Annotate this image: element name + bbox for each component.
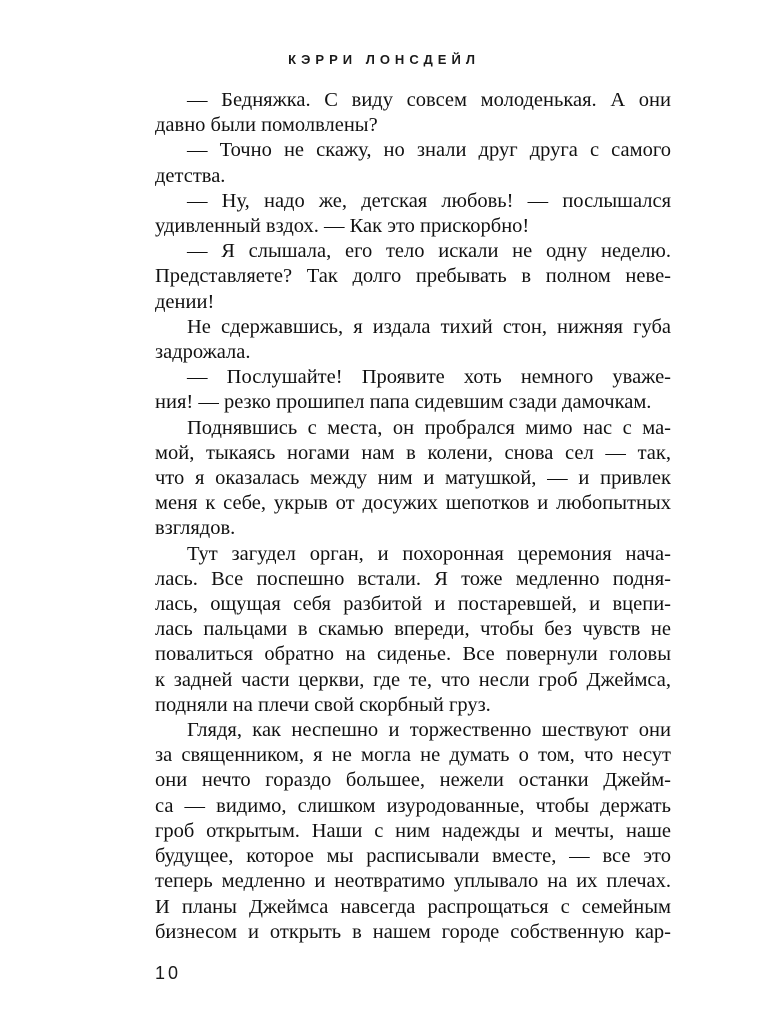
text-line: Тут загудел орган, и похоронная церемония нача- xyxy=(187,542,671,565)
text-line: удивленный вздох. — Как это прискорбно! xyxy=(155,215,530,238)
text-line: будущее, которое мы расписывали вместе, — все это xyxy=(155,845,671,868)
text-line: гроб открытым. Наши с ним надежды и мечты, наше xyxy=(155,819,671,842)
text-line: лась пальцами в скамью впереди, чтобы без чувств не xyxy=(155,618,671,641)
text-line: что я оказалась между ним и матушкой, — и привлек xyxy=(155,467,671,490)
text-line: ния! — резко прошипел папа сидевшим сзади дамочкам. xyxy=(155,391,652,414)
text-line: са — видимо, слишком изуродованные, чтобы держать xyxy=(155,794,671,817)
text-line: мой, тыкаясь ногами нам в колени, снова сел — так, xyxy=(155,441,671,464)
text-line: лась, ощущая себя разбитой и постаревшей, и вцепи- xyxy=(155,593,671,616)
text-line: давно были помолвлены? xyxy=(155,114,378,137)
text-line: лась. Все поспешно встали. Я тоже медленно подня- xyxy=(155,567,671,590)
text-line: Поднявшись с места, он пробрался мимо нас с ма- xyxy=(187,416,671,439)
text-line: — Точно не скажу, но знали друг друга с самого xyxy=(187,139,671,162)
text-line: они нечто гораздо большее, нежели останки Джейм- xyxy=(155,769,671,792)
text-line: дении! xyxy=(155,290,215,313)
text-line: за священником, я не могла не думать о том, что несут xyxy=(155,744,671,767)
text-line: подняли на плечи свой скорбный груз. xyxy=(155,693,491,716)
text-line: теперь медленно и неотвратимо уплывало на их плечах. xyxy=(155,870,671,893)
running-header-author: КЭРРИ ЛОНСДЕЙЛ xyxy=(288,52,480,67)
text-line: бизнесом и открыть в нашем городе собственную кар- xyxy=(155,920,671,943)
text-line: — Бедняжка. С виду совсем молоденькая. А они xyxy=(187,89,671,111)
body-text xyxy=(155,88,671,945)
text-line: — Я слышала, его тело искали не одну неделю. xyxy=(187,240,671,263)
text-line: — Ну, надо же, детская любовь! — послышался xyxy=(187,189,671,212)
text-line: — Послушайте! Проявите хоть немного уваже- xyxy=(187,366,671,389)
page-number: 10 xyxy=(155,963,182,983)
text-line: задрожала. xyxy=(155,341,251,364)
text-line: Представляете? Так долго пребывать в полном неве- xyxy=(155,265,671,288)
text-line: к задней части церкви, где те, что несли гроб Джеймса, xyxy=(155,668,671,691)
text-line: И планы Джеймса навсегда распрощаться с семейным xyxy=(155,895,671,918)
text-line: меня к себе, укрыв от досужих шепотков и любопытных xyxy=(155,492,671,515)
text-line: Не сдержавшись, я издала тихий стон, нижняя губа xyxy=(187,315,671,338)
text-line: повалиться обратно на сиденье. Все повернули головы xyxy=(155,643,671,666)
text-line: Глядя, как неспешно и торжественно шествуют они xyxy=(187,719,671,742)
text-line: детства. xyxy=(155,164,226,187)
text-line: взглядов. xyxy=(155,517,236,540)
